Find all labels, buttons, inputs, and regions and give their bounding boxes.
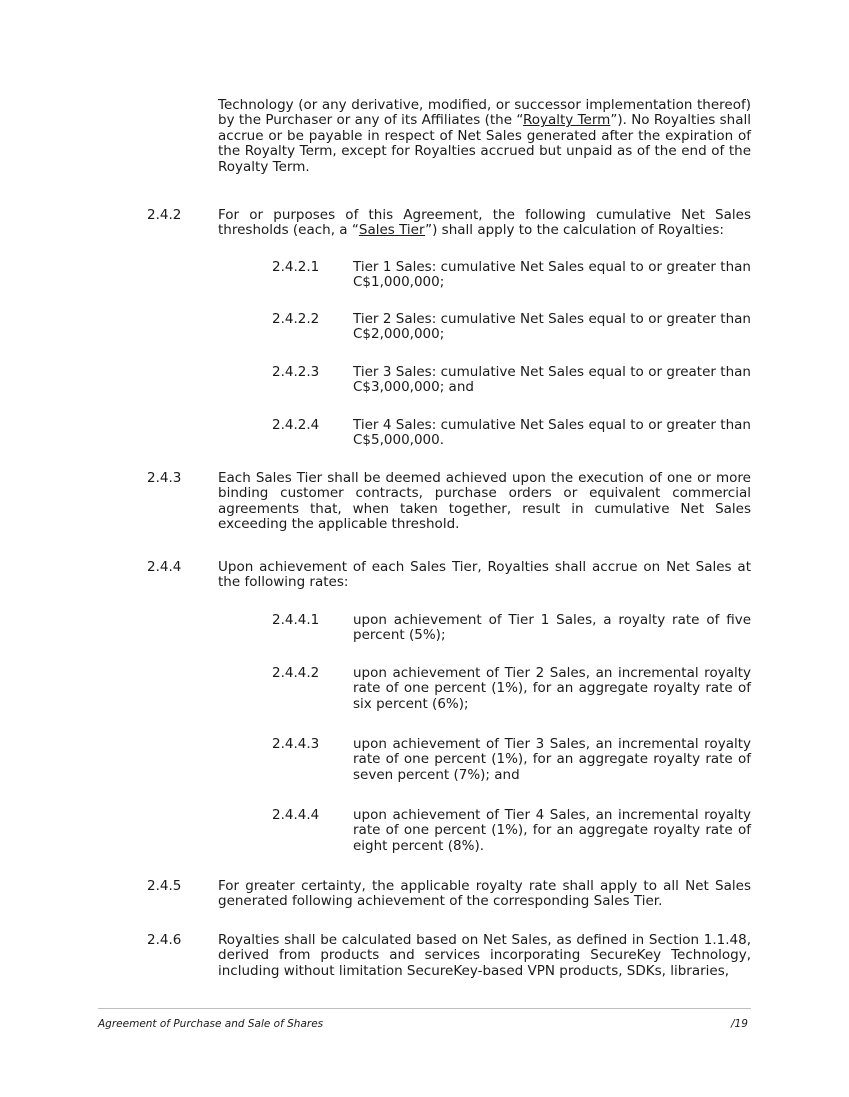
- item-number-2-4-4-1: 2.4.4.1: [272, 612, 320, 628]
- intro-text-b: ”). No Royalties shall accrue or be payable in respect of Net Sales generated after the expiration of the Royalty Term, except for Royalties accrued but unpaid as of the end of the Royalty Term.: [218, 112, 752, 175]
- section-2-4-4-text: Upon achievement of each Sales Tier, Royalties shall accrue on Net Sales at the following rates:: [218, 559, 751, 591]
- section-2-4-2-text: [218, 208, 751, 239]
- item-2-4-4-2-text: upon achievement of Tier 2 Sales, an incremental royalty rate of one percent (1%), for an aggregate royalty rate of six percent (6%);: [353, 665, 751, 712]
- section-number-2-4-6: 2.4.6: [147, 932, 182, 948]
- section-number-2-4-5: 2.4.5: [147, 878, 182, 894]
- item-number-2-4-4-2: 2.4.4.2: [272, 665, 320, 681]
- item-number-2-4-2-4: 2.4.2.4: [272, 417, 320, 433]
- section-2-4-3-text: Each Sales Tier shall be deemed achieved upon the execution of one or more binding customer contracts, purchase orders or equivalent commercial agreements that, when taken together, result in cumulative Net Sales exceeding the applicable threshold.: [218, 470, 751, 533]
- defined-term-royalty-term: Royalty Term: [522, 112, 611, 129]
- s242-text-b: ”) shall apply to the calculation of Royalties:: [425, 222, 724, 239]
- section-2-4-6-text: Royalties shall be calculated based on Net Sales, as defined in Section 1.1.48, derived from products and services incorporating SecureKey Technology, including without limitation SecureKey-based VPN products, SDKs, libraries,: [218, 932, 751, 979]
- item-2-4-4-3-text: upon achievement of Tier 3 Sales, an incremental royalty rate of one percent (1%), for an aggregate royalty rate of seven percent (7%); and: [353, 736, 751, 783]
- item-number-2-4-2-3: 2.4.2.3: [272, 364, 320, 380]
- item-2-4-2-2-text: Tier 2 Sales: cumulative Net Sales equal to or greater than C$2,000,000;: [353, 311, 751, 343]
- section-number-2-4-4: 2.4.4: [147, 559, 182, 575]
- section-number-2-4-2: 2.4.2: [147, 207, 182, 223]
- intro-text-a: Technology (or any derivative, modified, or successor implementation thereof) by the Purchaser or any of its Affiliates (the “: [218, 97, 751, 129]
- item-number-2-4-4-3: 2.4.4.3: [272, 736, 320, 752]
- item-number-2-4-4-4: 2.4.4.4: [272, 807, 320, 823]
- section-2-4-5-text: For greater certainty, the applicable royalty rate shall apply to all Net Sales generated following achievement of the corresponding Sales Tier.: [218, 878, 751, 910]
- item-number-2-4-2-1: 2.4.2.1: [272, 259, 320, 275]
- section-number-2-4-3: 2.4.3: [147, 470, 182, 486]
- item-2-4-4-4-text: upon achievement of Tier 4 Sales, an incremental royalty rate of one percent (1%), for an aggregate royalty rate of eight percent (8%).: [353, 807, 751, 854]
- intro-paragraph: [218, 98, 751, 175]
- item-2-4-4-1-text: upon achievement of Tier 1 Sales, a royalty rate of five percent (5%);: [353, 612, 751, 644]
- item-2-4-2-4-text: Tier 4 Sales: cumulative Net Sales equal to or greater than C$5,000,000.: [353, 417, 751, 449]
- s242-text-a: For or purposes of this Agreement, the following cumulative Net Sales thresholds (each, a “: [218, 207, 751, 239]
- footer-page-number: /19: [731, 1018, 748, 1030]
- item-2-4-2-3-text: Tier 3 Sales: cumulative Net Sales equal to or greater than C$3,000,000; and: [353, 364, 751, 396]
- item-2-4-2-1-text: Tier 1 Sales: cumulative Net Sales equal to or greater than C$1,000,000;: [353, 259, 751, 291]
- defined-term-sales-tier: Sales Tier: [358, 222, 426, 239]
- footer-document-title: Agreement of Purchase and Sale of Shares: [98, 1018, 324, 1030]
- item-number-2-4-2-2: 2.4.2.2: [272, 311, 320, 327]
- footer-divider: [98, 1008, 751, 1009]
